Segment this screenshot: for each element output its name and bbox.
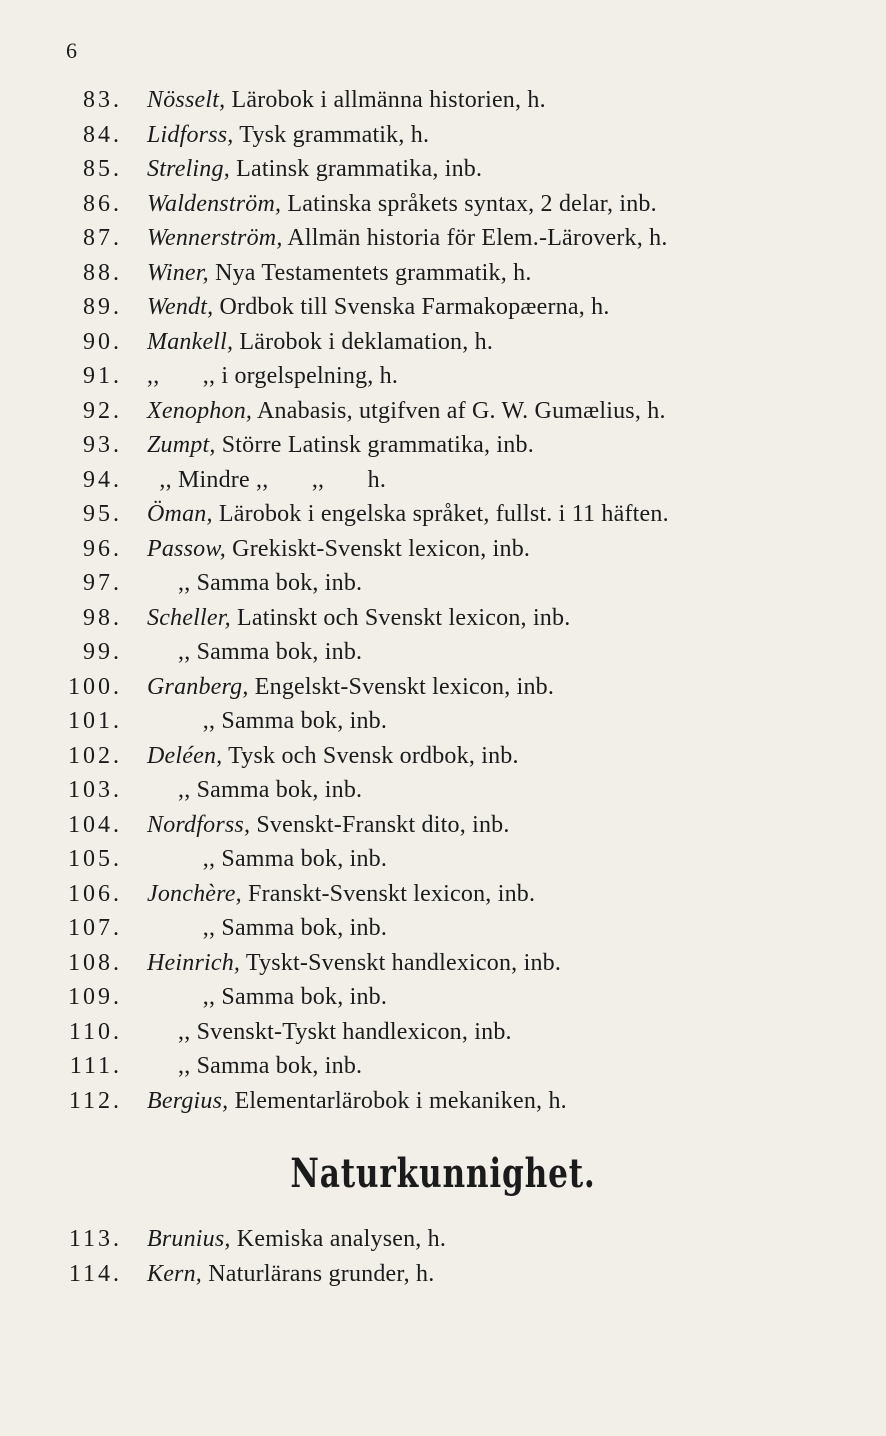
entry-author: Zumpt, <box>147 432 216 458</box>
list-item <box>0 152 886 187</box>
entry-title: ,, Svenskt-Tyskt handlexicon, inb. <box>147 1018 512 1045</box>
list-item <box>0 325 886 360</box>
list-item <box>0 1049 886 1084</box>
list-item <box>0 532 886 567</box>
entry-number: 102. <box>68 742 122 769</box>
entry-title: Grekiskt-Svenskt lexicon, inb. <box>225 535 531 562</box>
list-item <box>0 566 886 601</box>
entry-title: Större Latinsk grammatika, inb. <box>215 432 534 458</box>
entry-title: ,, Samma bok, inb. <box>147 777 363 803</box>
entry-text <box>147 739 519 774</box>
list-item <box>0 773 886 808</box>
entry-author: Winer, <box>147 259 209 286</box>
entry-author: Nösselt, <box>147 87 226 113</box>
entry-text <box>147 221 668 256</box>
list-item <box>0 290 886 325</box>
entry-text <box>147 635 362 670</box>
list-item <box>0 463 886 498</box>
entry-text <box>147 83 546 118</box>
entry-number: 106. <box>68 880 122 907</box>
entry-author: Xenophon, <box>147 397 253 424</box>
entry-number: 93. <box>83 432 122 458</box>
entry-author: Wennerström, <box>147 225 283 251</box>
entry-number: 112. <box>68 1087 122 1114</box>
list-item <box>0 394 886 429</box>
entry-number: 85. <box>83 156 122 182</box>
book-list-natural-science <box>0 1222 886 1291</box>
entry-text <box>147 911 387 946</box>
list-item <box>0 256 886 291</box>
entry-author: Kern, <box>147 1260 202 1287</box>
entry-title: ,, ,, i orgelspelning, h. <box>147 363 399 389</box>
entry-title: Tyskt-Svenskt handlexicon, inb. <box>240 949 562 976</box>
entry-number: 86. <box>83 190 122 217</box>
entry-number: 111. <box>69 1053 122 1079</box>
entry-title: Lärobok i engelska språket, fullst. i 11 häften. <box>212 501 669 527</box>
list-item <box>0 980 886 1015</box>
entry-text <box>147 1015 512 1050</box>
list-item <box>0 359 886 394</box>
entry-text <box>147 1257 434 1292</box>
entry-text <box>147 1084 567 1119</box>
list-item <box>0 670 886 705</box>
entry-author: Nordforss, <box>147 811 251 838</box>
list-item <box>0 221 886 256</box>
list-item <box>0 1257 886 1292</box>
entry-title: ,, Samma bok, inb. <box>147 984 388 1010</box>
entry-number: 100. <box>68 673 122 700</box>
list-item <box>0 842 886 877</box>
list-item <box>0 635 886 670</box>
section-heading: Naturkunnighet. <box>290 1150 596 1197</box>
list-item <box>0 428 886 463</box>
entry-text <box>147 497 669 532</box>
list-item <box>0 118 886 153</box>
entry-author: Waldenström, <box>147 190 282 217</box>
entry-author: Wendt, <box>147 294 214 320</box>
entry-number: 88. <box>83 259 122 286</box>
entry-title: Latinsk grammatika, inb. <box>229 156 483 182</box>
entry-title: Latinska språkets syntax, 2 delar, inb. <box>281 190 657 217</box>
entry-text <box>147 566 362 601</box>
entry-title: ,, Samma bok, inb. <box>147 1053 363 1079</box>
list-item <box>0 601 886 636</box>
entry-text <box>147 808 510 843</box>
entry-text <box>147 704 387 739</box>
entry-author: Bergius, <box>147 1087 229 1114</box>
entry-number: 89. <box>83 294 122 320</box>
entry-text <box>147 670 554 705</box>
entry-number: 98. <box>83 604 122 631</box>
entry-number: 92. <box>83 397 122 424</box>
entry-text <box>147 877 535 912</box>
list-item <box>0 704 886 739</box>
entry-text <box>147 1222 446 1257</box>
book-list <box>0 83 886 1118</box>
list-item <box>0 739 886 774</box>
entry-number: 109. <box>68 984 122 1010</box>
entry-title: Ordbok till Svenska Farmakopæerna, h. <box>213 294 610 320</box>
entry-title: Nya Testamentets grammatik, h. <box>208 259 532 286</box>
entry-title: Tysk grammatik, h. <box>233 121 430 148</box>
page-number: 6 <box>66 38 77 63</box>
entry-text <box>147 601 570 636</box>
entry-title: Lärobok i deklamation, h. <box>233 328 494 355</box>
entry-title: Franskt-Svenskt lexicon, inb. <box>241 880 536 907</box>
entry-author: Brunius, <box>147 1226 231 1252</box>
entry-title: Naturlärans grunder, h. <box>202 1260 435 1287</box>
entry-title: Anabasis, utgifven af G. W. Gumælius, h. <box>252 397 666 424</box>
entry-text <box>147 946 561 981</box>
entry-number: 94. <box>83 466 122 493</box>
entry-text <box>147 842 387 877</box>
entry-number: 97. <box>83 570 122 596</box>
entry-number: 114. <box>68 1260 122 1287</box>
list-item <box>0 1084 886 1119</box>
entry-text <box>147 118 429 153</box>
entry-number: 91. <box>83 363 122 389</box>
entry-author: Lidforss, <box>147 121 234 148</box>
entry-text <box>147 152 482 187</box>
entry-title: Svenskt-Franskt dito, inb. <box>250 811 510 838</box>
list-item <box>0 808 886 843</box>
entry-text <box>147 359 398 394</box>
list-item <box>0 187 886 222</box>
entry-number: 103. <box>68 777 122 803</box>
entry-number: 113. <box>68 1226 122 1252</box>
list-item <box>0 83 886 118</box>
entry-title: Kemiska analysen, h. <box>230 1226 447 1252</box>
entry-number: 108. <box>68 949 122 976</box>
entry-number: 105. <box>68 846 122 872</box>
entry-number: 87. <box>83 225 122 251</box>
entry-author: Heinrich, <box>147 949 241 976</box>
entry-title: Engelskt-Svenskt lexicon, inb. <box>248 673 555 700</box>
entry-author: Granberg, <box>147 673 249 700</box>
entry-number: 84. <box>83 121 122 148</box>
entry-text <box>147 1049 362 1084</box>
entry-author: Streling, <box>147 156 230 182</box>
entry-title: Latinskt och Svenskt lexicon, inb. <box>230 604 571 631</box>
entry-author: Passow, <box>147 535 226 562</box>
entry-title: ,, Samma bok, inb. <box>147 846 388 872</box>
entry-title: Lärobok i allmänna historien, h. <box>225 87 546 113</box>
entry-author: Jonchère, <box>147 880 242 907</box>
entry-title: Tysk och Svensk ordbok, inb. <box>222 742 519 769</box>
entry-text <box>147 980 387 1015</box>
list-item <box>0 877 886 912</box>
entry-text <box>147 290 610 325</box>
entry-text <box>147 428 534 463</box>
entry-number: 107. <box>68 915 122 941</box>
entry-number: 110. <box>68 1018 122 1045</box>
entry-number: 99. <box>83 639 122 665</box>
entry-author: Deléen, <box>147 742 223 769</box>
entry-text <box>147 532 530 567</box>
list-item <box>0 911 886 946</box>
list-item <box>0 946 886 981</box>
entry-number: 101. <box>68 708 122 734</box>
entry-text <box>147 256 532 291</box>
entry-title: ,, Samma bok, inb. <box>147 915 388 941</box>
entry-author: Öman, <box>147 501 213 527</box>
entry-number: 96. <box>83 535 122 562</box>
entry-text <box>147 187 657 222</box>
list-item <box>0 1222 886 1257</box>
entry-title: ,, Samma bok, inb. <box>147 708 388 734</box>
entry-title: Elementarlärobok i mekaniken, h. <box>228 1087 567 1114</box>
entry-title: ,, Samma bok, inb. <box>147 570 363 596</box>
entry-number: 83. <box>83 87 122 113</box>
entry-title: Allmän historia för Elem.-Läroverk, h. <box>282 225 668 251</box>
entry-number: 90. <box>83 328 122 355</box>
list-item <box>0 497 886 532</box>
entry-title: ,, Samma bok, inb. <box>147 639 363 665</box>
entry-text <box>147 325 493 360</box>
list-item <box>0 1015 886 1050</box>
entry-text <box>147 394 666 429</box>
entry-title: ,, Mindre ,, ,, h. <box>147 466 387 493</box>
entry-number: 95. <box>83 501 122 527</box>
entry-number: 104. <box>68 811 122 838</box>
entry-author: Scheller, <box>147 604 231 631</box>
entry-text <box>147 773 362 808</box>
entry-author: Mankell, <box>147 328 234 355</box>
entry-text <box>147 463 386 498</box>
